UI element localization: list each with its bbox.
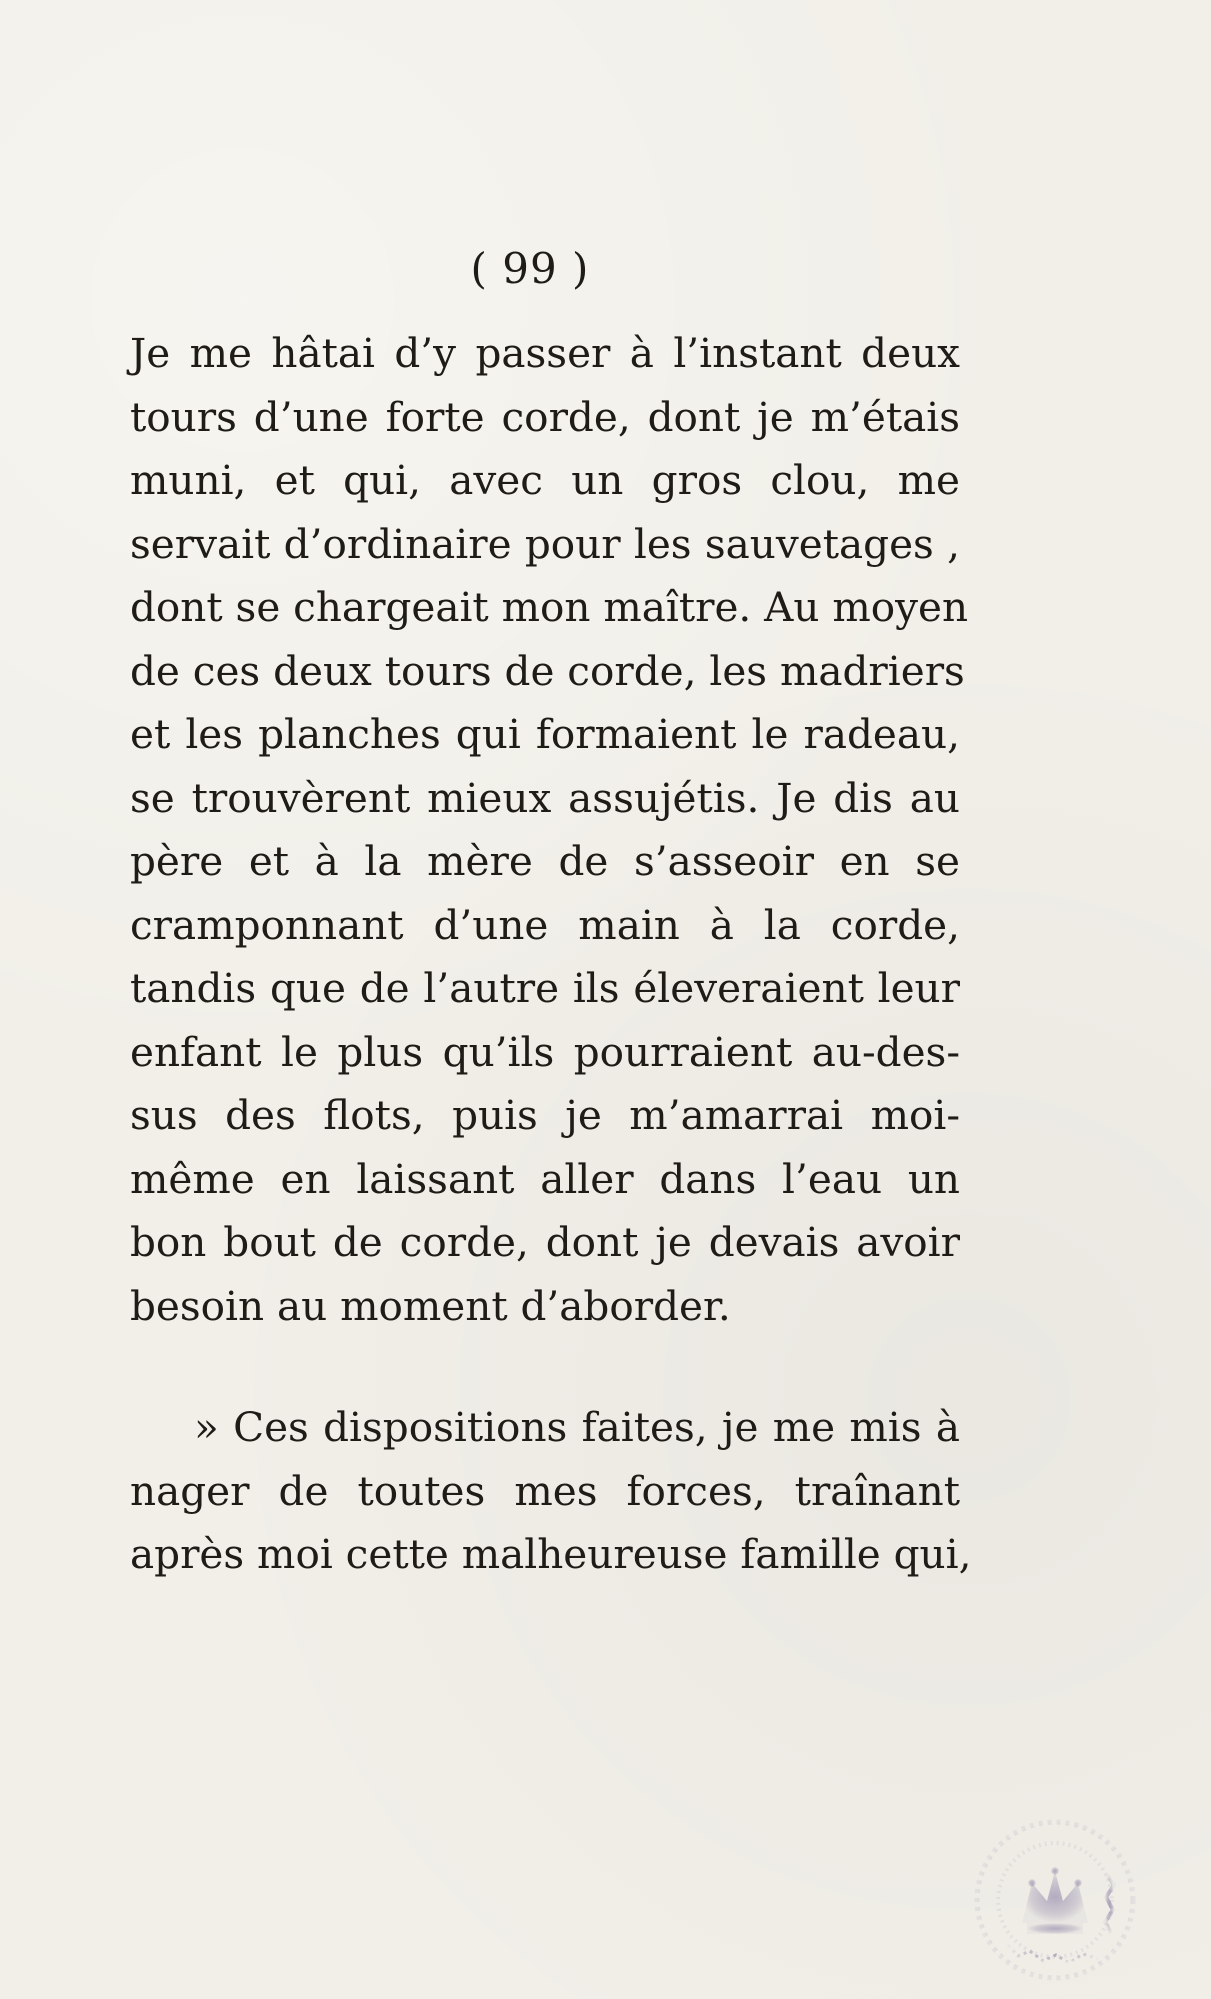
text-line: même en laissant aller dans l’eau un — [130, 1154, 960, 1203]
text-line: se trouvèrent mieux assujétis. Je dis au — [130, 773, 960, 822]
text-line: de ces deux tours de corde, les madriers — [130, 646, 965, 695]
text-line: Je me hâtai d’y passer à l’instant deux — [130, 329, 960, 377]
text-line: tandis que de l’autre ils éleveraient leur — [130, 964, 960, 1012]
page-number: ( 99 ) — [470, 244, 590, 293]
text-line: » Ces dispositions faites, je me mis à — [194, 1403, 960, 1451]
text-line: enfant le plus qu’ils pourraient au-des- — [130, 1027, 960, 1076]
text-line: dont se chargeait mon maître. Au moyen — [130, 583, 969, 631]
paragraph-gap — [130, 1338, 960, 1396]
text-line: tours d’une forte corde, dont je m’étais — [130, 392, 960, 441]
text-line: muni, et qui, avec un gros clou, me — [130, 456, 960, 504]
paragraph-1 — [130, 322, 969, 1338]
text-line: cramponnant d’une main à la corde, — [130, 900, 960, 949]
library-stamp-icon — [960, 1805, 1150, 1995]
text-line: après moi cette malheureuse famille qui, — [130, 1530, 972, 1578]
text-line: bon bout de corde, dont je devais avoir — [130, 1218, 960, 1266]
text-line: servait d’ordinaire pour les sauvetages , — [130, 519, 960, 568]
paragraph-2 — [130, 1396, 972, 1587]
text-line: et les planches qui formaient le radeau, — [130, 710, 960, 758]
body-text — [130, 322, 972, 1587]
text-line: père et à la mère de s’asseoir en se — [130, 837, 960, 885]
text-line: sus des flots, puis je m’amarrai moi- — [130, 1091, 960, 1139]
text-line: nager de toutes mes forces, traînant — [130, 1466, 960, 1515]
text-line: besoin au moment d’aborder. — [130, 1281, 731, 1330]
